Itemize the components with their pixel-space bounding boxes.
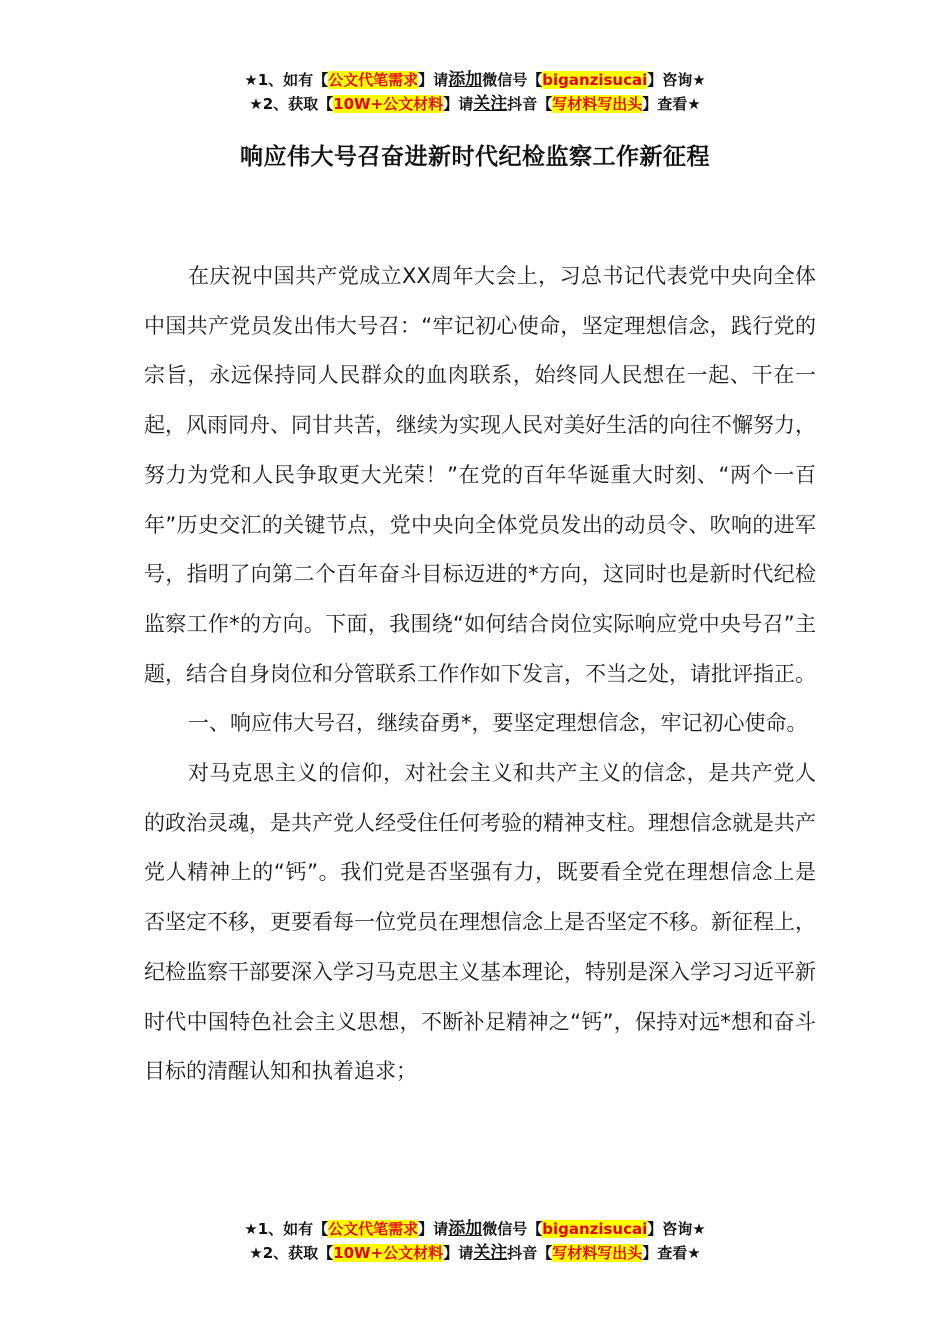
- highlight-douyin-id: 写材料写出头: [552, 95, 643, 113]
- banner-text: 抖音【: [507, 1244, 553, 1262]
- highlight-douyin-id: 写材料写出头: [552, 1244, 643, 1262]
- banner-text: 】请: [418, 1220, 449, 1238]
- emphasis-follow: 关注: [473, 94, 508, 114]
- paragraph: 在庆祝中国共产党成立XX周年大会上，习总书记代表党中央向全体中国共产党员发出伟大号召：“牢记初心使命，坚定理想信念，践行党的宗旨，永远保持同人民群众的血肉联系，始终同人民想在一起、干在一起，风雨同舟、同甘共苦，继续为实现人民对美好生活的向往不懈努力，努力为党和人民争取更大光荣！”在党的百年华诞重大时刻、“两个一百年”历史交汇的关键节点，党中央向全体党员发出的动员令、吹响的进军号，指明了向第二个百年奋斗目标迈进的*方向，这同时也是新时代纪检监察工作*的方向。下面，我围绕“如何结合岗位实际响应党中央号召”主题，结合自身岗位和分管联系工作作如下发言，不当之处，请批评指正。: [144, 264, 816, 686]
- paragraph: 对马克思主义的信仰，对社会主义和共产主义的信念，是共产党人的政治灵魂，是共产党人经受住任何考验的精神支柱。理想信念就是共产党人精神上的“钙”。我们党是否坚强有力，既要看全党在理想信念上是否坚定不移，更要看每一位党员在理想信念上是否坚定不移。新征程上，纪检监察干部要深入学习马克思主义基本理论，特别是深入学习习近平新时代中国特色社会主义思想，不断补足精神之“钙”，保持对远*想和奋斗目标的清醒认知和执着追求；: [144, 761, 816, 1084]
- highlight-wechat-id: biganzisucai: [542, 71, 648, 89]
- emphasis-follow: 关注: [473, 1243, 508, 1263]
- banner-text: ★2、获取【: [249, 1244, 334, 1262]
- banner-text: ★2、获取【: [249, 95, 334, 113]
- footer-banner: [0, 1217, 950, 1265]
- banner-text: 】请: [443, 95, 474, 113]
- highlight-materials: 10W+公文材料: [333, 95, 444, 113]
- emphasis-add: 添加: [448, 1219, 483, 1239]
- banner-text: 抖音【: [507, 95, 553, 113]
- banner-text: 】咨询★: [647, 71, 706, 89]
- banner-text: 】查看★: [642, 1244, 701, 1262]
- banner-line-1: [0, 68, 950, 92]
- banner-text: ★1、如有【: [244, 1220, 329, 1238]
- banner-line-2: [0, 1241, 950, 1265]
- highlight-ghostwriting: 公文代笔需求: [328, 1220, 419, 1238]
- banner-text: 】查看★: [642, 95, 701, 113]
- banner-text: 微信号【: [482, 1220, 543, 1238]
- banner-line-1: [0, 1217, 950, 1241]
- banner-text: 】请: [418, 71, 449, 89]
- emphasis-add: 添加: [448, 70, 483, 90]
- document-body: [144, 252, 816, 1097]
- highlight-materials: 10W+公文材料: [333, 1244, 444, 1262]
- banner-text: 】咨询★: [647, 1220, 706, 1238]
- banner-text: 】请: [443, 1244, 474, 1262]
- banner-line-2: [0, 92, 950, 116]
- highlight-wechat-id: biganzisucai: [542, 1220, 648, 1238]
- banner-text: 微信号【: [482, 71, 543, 89]
- section-heading: 一、响应伟大号召，继续奋勇*，要坚定理想信念，牢记初心使命。: [188, 711, 808, 736]
- header-banner: [0, 68, 950, 116]
- document-title: 响应伟大号召奋进新时代纪检监察工作新征程: [240, 144, 710, 170]
- banner-text: ★1、如有【: [244, 71, 329, 89]
- highlight-ghostwriting: 公文代笔需求: [328, 71, 419, 89]
